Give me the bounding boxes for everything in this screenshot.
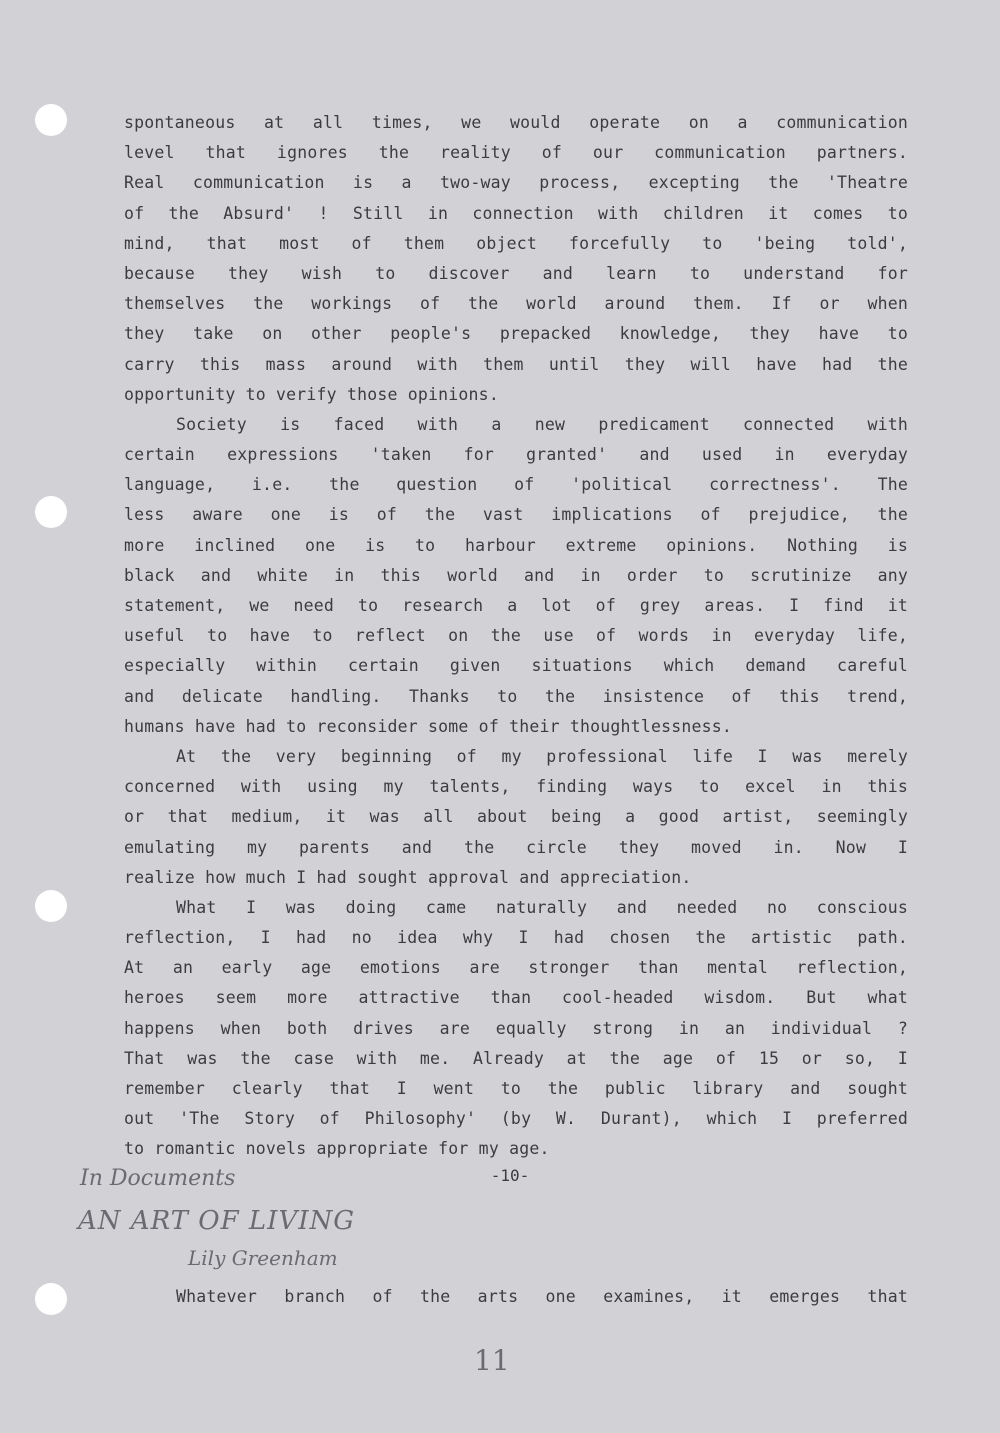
paragraph [124,410,908,742]
text-line: they take on other people's prepacked knowledge, they have to [124,324,908,344]
text-line: concerned with using my talents, finding ways to excel in this [124,777,908,797]
text-line: Real communication is a two-way process, excepting the 'Theatre [124,173,908,193]
paragraph [124,893,908,1165]
text-line: and delicate handling. Thanks to the insistence of this trend, [124,686,908,706]
text-line: happens when both drives are equally strong in an individual ? [124,1018,908,1038]
punch-hole [35,104,67,136]
text-line: carry this mass around with them until they will have had the [124,354,908,374]
paragraph [124,108,908,410]
text-line: level that ignores the reality of our communication partners. [124,143,908,163]
text-line: What I was doing came naturally and needed no conscious [176,897,908,917]
text-line: because they wish to discover and learn to understand for [124,263,908,283]
punch-hole [35,496,67,528]
paragraph [124,742,908,893]
text-line: spontaneous at all times, we would operate on a communication [124,113,908,132]
text-line: That was the case with me. Already at the age of 15 or so, I [124,1048,908,1068]
text-line: At an early age emotions are stronger than mental reflection, [124,958,908,978]
text-line: emulating my parents and the circle they moved in. Now I [124,837,908,857]
text-line: heroes seem more attractive than cool-headed wisdom. But what [124,988,908,1008]
page-number: -10- [490,1166,530,1185]
typed-body-text [124,108,908,1165]
text-line: of the Absurd' ! Still in connection with children it comes to [124,203,908,223]
text-line: opportunity to verify those opinions. [124,384,499,404]
text-line: humans have had to reconsider some of their thoughtlessness. [124,716,733,736]
text-line: reflection, I had no idea why I had chosen the artistic path. [124,928,908,948]
punch-hole [35,890,67,922]
next-page-first-line: Whatever branch of the arts one examines, it emerges that [176,1287,908,1306]
text-line: themselves the workings of the world around them. If or when [124,294,908,314]
text-line: black and white in this world and in order to scrutinize any [124,565,908,585]
text-line: realize how much I had sought approval and appreciation. [124,867,692,887]
text-line: mind, that most of them object forcefully to 'being told', [124,233,908,253]
handwritten-folio-number: 11 [474,1344,510,1377]
text-line: less aware one is of the vast implications of prejudice, the [124,505,908,525]
punch-hole [35,1283,67,1315]
handwritten-note-documents: In Documents [80,1166,236,1191]
text-line: statement, we need to research a lot of grey areas. I find it [124,596,908,615]
text-line: language, i.e. the question of 'political correctness'. The [124,475,908,495]
text-line: to romantic novels appropriate for my age. [124,1139,550,1159]
text-line: certain expressions 'taken for granted' and used in everyday [124,445,908,465]
handwritten-author: Lily Greenham [188,1246,338,1270]
text-line: out 'The Story of Philosophy' (by W. Durant), which I preferred [124,1109,908,1129]
text-line: At the very beginning of my professional life I was merely [176,746,908,766]
text-line: Society is faced with a new predicament connected with [176,414,908,434]
handwritten-title: AN ART OF LIVING [78,1206,356,1236]
text-line: more inclined one is to harbour extreme opinions. Nothing is [124,535,908,555]
text-line: or that medium, it was all about being a good artist, seemingly [124,807,908,827]
text-line: remember clearly that I went to the public library and sought [124,1079,908,1098]
text-line: especially within certain given situations which demand careful [124,656,908,676]
text-line: useful to have to reflect on the use of words in everyday life, [124,626,908,646]
